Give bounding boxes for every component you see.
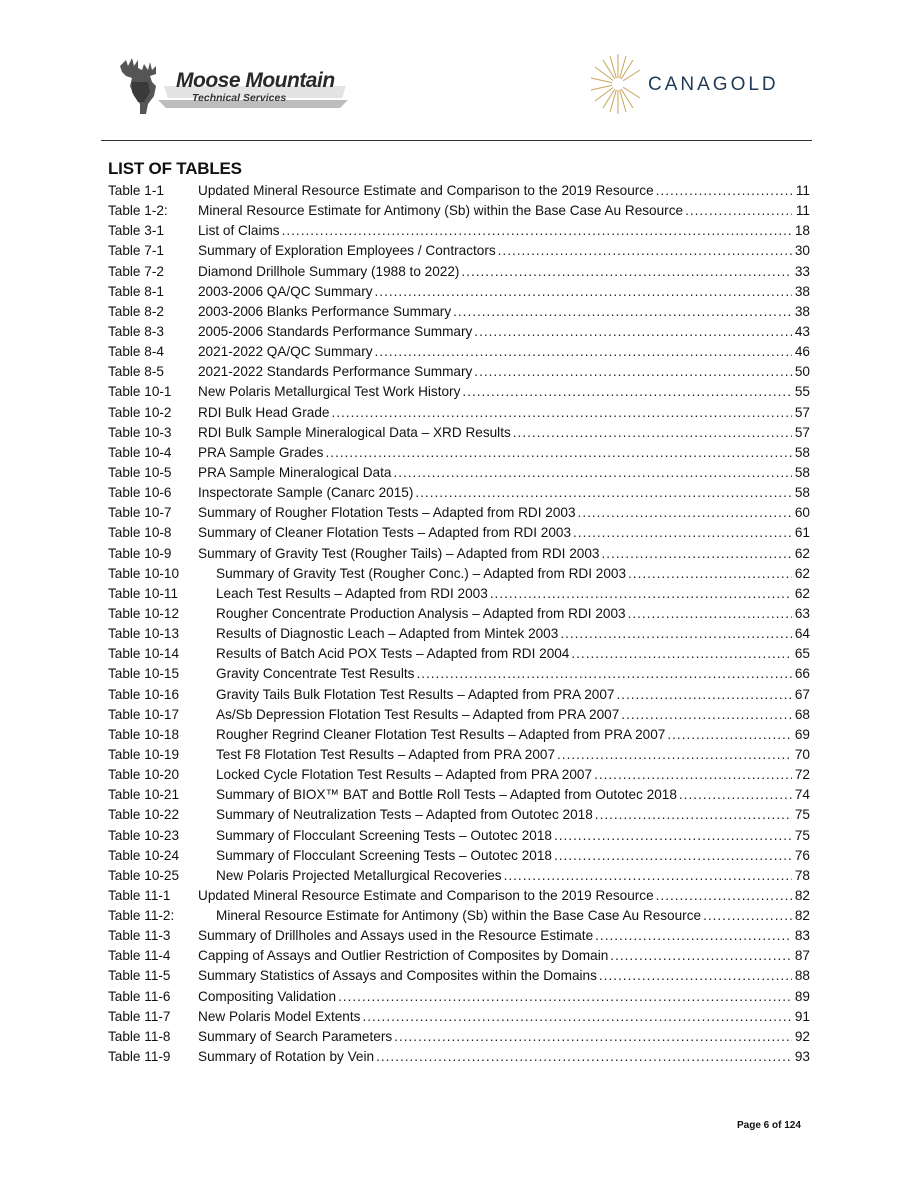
toc-entry-number: Table 1-1 bbox=[108, 183, 164, 198]
toc-entry[interactable] bbox=[108, 866, 810, 886]
dot-leader bbox=[462, 382, 792, 402]
toc-entry[interactable] bbox=[108, 1047, 810, 1067]
toc-entry-number: Table 10-10 bbox=[108, 565, 180, 581]
dot-leader bbox=[393, 463, 792, 483]
toc-entry-page: 69 bbox=[794, 726, 810, 742]
toc-entry-page: 87 bbox=[794, 948, 810, 964]
toc-entry-page: 82 bbox=[794, 887, 810, 903]
toc-entry-number: Table 1-2: bbox=[108, 203, 168, 219]
toc-entry-title: 2005-2006 Standards Performance Summary bbox=[198, 323, 473, 339]
toc-entry-page: 93 bbox=[794, 1049, 810, 1065]
toc-entry[interactable] bbox=[108, 705, 810, 725]
dot-leader bbox=[554, 846, 792, 866]
toc-entry-title: RDI Bulk Sample Mineralogical Data – XRD Results bbox=[198, 424, 511, 440]
dot-leader bbox=[628, 564, 792, 584]
dot-leader bbox=[679, 785, 792, 805]
dot-leader bbox=[628, 604, 792, 624]
toc-entry[interactable] bbox=[108, 181, 810, 201]
toc-entry-number: Table 10-5 bbox=[108, 464, 172, 480]
moose-mountain-name: Moose Mountain bbox=[176, 69, 335, 92]
toc-entry-number: Table 11-7 bbox=[108, 1008, 171, 1024]
toc-entry-number: Table 10-2 bbox=[108, 404, 172, 420]
toc-entry-number: Table 10-15 bbox=[108, 666, 180, 682]
toc-entry-number: Table 10-3 bbox=[108, 424, 172, 440]
toc-entry-number: Table 10-19 bbox=[108, 746, 180, 762]
toc-entry[interactable] bbox=[108, 403, 810, 423]
toc-entry[interactable] bbox=[108, 523, 810, 543]
toc-entry-number: Table 10-25 bbox=[108, 867, 180, 883]
toc-entry-title: New Polaris Metallurgical Test Work History bbox=[198, 384, 461, 400]
toc-entry-number: Table 11-1 bbox=[108, 887, 171, 903]
toc-entry-title: Updated Mineral Resource Estimate and Comparison to the 2019 Resource bbox=[198, 887, 654, 903]
toc-entry-page: 61 bbox=[794, 525, 810, 541]
canagold-logo bbox=[590, 52, 805, 116]
toc-entry-title: Summary of Flocculant Screening Tests – Outotec 2018 bbox=[216, 827, 552, 843]
toc-entry-page: 11 bbox=[795, 183, 810, 198]
toc-entry-title: 2003-2006 Blanks Performance Summary bbox=[198, 303, 452, 319]
toc-entry-title: Results of Batch Acid POX Tests – Adapted from RDI 2004 bbox=[216, 646, 570, 662]
toc-entry-page: 62 bbox=[794, 565, 810, 581]
toc-entry-title: Summary of Cleaner Flotation Tests – Adapted from RDI 2003 bbox=[198, 525, 572, 541]
dot-leader bbox=[554, 826, 792, 846]
toc-entry-title: PRA Sample Grades bbox=[198, 444, 324, 460]
toc-entry[interactable] bbox=[108, 544, 810, 564]
toc-entry-page: 62 bbox=[794, 545, 810, 561]
toc-entry-page: 57 bbox=[794, 404, 810, 420]
toc-entry[interactable] bbox=[108, 987, 810, 1007]
dot-leader bbox=[656, 886, 792, 906]
toc-entry-title: Summary of Neutralization Tests – Adapted from Outotec 2018 bbox=[216, 807, 593, 823]
toc-entry-number: Table 8-2 bbox=[108, 303, 164, 319]
dot-leader bbox=[667, 725, 792, 745]
toc-entry-title: Results of Diagnostic Leach – Adapted from Mintek 2003 bbox=[216, 626, 559, 642]
toc-entry-number: Table 10-4 bbox=[108, 444, 172, 460]
toc-entry-page: 75 bbox=[794, 807, 810, 823]
toc-entry-page: 82 bbox=[794, 908, 810, 924]
toc-entry-title: Summary of Flocculant Screening Tests – Outotec 2018 bbox=[216, 847, 552, 863]
toc-entry-page: 63 bbox=[794, 605, 810, 621]
toc-entry-title: Rougher Concentrate Production Analysis – Adapted from RDI 2003 bbox=[216, 605, 626, 621]
toc-entry-number: Table 10-21 bbox=[108, 787, 180, 803]
toc-entry-number: Table 10-18 bbox=[108, 726, 180, 742]
toc-entry[interactable] bbox=[108, 745, 810, 765]
toc-entry[interactable] bbox=[108, 725, 810, 745]
dot-leader bbox=[338, 987, 792, 1007]
toc-entry-number: Table 10-20 bbox=[108, 767, 180, 783]
toc-entry-number: Table 8-3 bbox=[108, 323, 164, 339]
toc-entry-title: As/Sb Depression Flotation Test Results – Adapted from PRA 2007 bbox=[216, 706, 620, 722]
toc-entry-number: Table 11-3 bbox=[108, 928, 171, 944]
toc-entry-page: 58 bbox=[794, 444, 810, 460]
toc-entry-number: Table 10-24 bbox=[108, 847, 180, 863]
dot-leader bbox=[415, 483, 792, 503]
dot-leader bbox=[616, 685, 792, 705]
dot-leader bbox=[601, 544, 792, 564]
dot-leader bbox=[490, 584, 792, 604]
moose-mountain-subtitle: Technical Services bbox=[192, 92, 287, 104]
toc-entry-title: 2021-2022 QA/QC Summary bbox=[198, 344, 373, 360]
toc-entry[interactable] bbox=[108, 423, 810, 443]
toc-entry-page: 89 bbox=[794, 988, 810, 1004]
toc-entry-number: Table 10-12 bbox=[108, 605, 180, 621]
toc-entry-page: 46 bbox=[794, 344, 810, 360]
toc-entry[interactable] bbox=[108, 483, 810, 503]
toc-entry-number: Table 10-22 bbox=[108, 807, 180, 823]
toc-entry[interactable] bbox=[108, 564, 810, 584]
dot-leader bbox=[394, 1027, 792, 1047]
toc-entry-number: Table 11-8 bbox=[108, 1028, 171, 1044]
toc-entry-number: Table 10-1 bbox=[108, 384, 172, 400]
toc-entry[interactable] bbox=[108, 846, 810, 866]
toc-entry[interactable] bbox=[108, 644, 810, 664]
toc-entry-number: Table 10-6 bbox=[108, 485, 172, 501]
toc-entry-title: New Polaris Model Extents bbox=[198, 1008, 361, 1024]
toc-entry-page: 64 bbox=[794, 626, 810, 642]
toc-entry[interactable] bbox=[108, 221, 810, 241]
toc-entry-title: Summary of Gravity Test (Rougher Tails) – Adapted from RDI 2003 bbox=[198, 545, 600, 561]
dot-leader bbox=[461, 262, 792, 282]
toc-entry-page: 83 bbox=[794, 928, 810, 944]
toc-entry-number: Table 10-23 bbox=[108, 827, 180, 843]
toc-entry-title: Summary of Search Parameters bbox=[198, 1028, 393, 1044]
toc-entry-page: 92 bbox=[794, 1028, 810, 1044]
toc-entry-number: Table 3-1 bbox=[108, 223, 164, 239]
toc-entry-page: 38 bbox=[794, 283, 810, 299]
toc-entry-number: Table 11-4 bbox=[108, 948, 171, 964]
toc-entry-title: Summary of Rotation by Vein bbox=[198, 1049, 375, 1065]
toc-entry[interactable] bbox=[108, 805, 810, 825]
toc-entry-page: 43 bbox=[794, 323, 810, 339]
toc-entry-title: List of Claims bbox=[198, 223, 280, 239]
toc-entry-page: 88 bbox=[794, 968, 810, 984]
toc-entry-page: 72 bbox=[794, 767, 810, 783]
toc-entry[interactable] bbox=[108, 1007, 810, 1027]
toc-entry[interactable] bbox=[108, 302, 810, 322]
toc-entry-title: Updated Mineral Resource Estimate and Comparison to the 2019 Resource bbox=[198, 183, 654, 198]
toc-entry[interactable] bbox=[108, 584, 810, 604]
dot-leader bbox=[513, 423, 792, 443]
toc-entry[interactable] bbox=[108, 886, 810, 906]
toc-entry[interactable] bbox=[108, 966, 810, 986]
dot-leader bbox=[703, 906, 792, 926]
dot-leader bbox=[557, 745, 792, 765]
toc-entry-page: 60 bbox=[794, 505, 810, 521]
toc-entry-number: Table 11-6 bbox=[108, 988, 171, 1004]
toc-entry-title: Mineral Resource Estimate for Antimony (Sb) within the Base Case Au Resource bbox=[216, 908, 702, 924]
toc-entry[interactable] bbox=[108, 946, 810, 966]
dot-leader bbox=[578, 503, 792, 523]
toc-entry-number: Table 7-1 bbox=[108, 243, 164, 259]
dot-leader bbox=[621, 705, 792, 725]
toc-entry-page: 62 bbox=[794, 585, 810, 601]
dot-leader bbox=[498, 241, 792, 261]
toc-entry-page: 55 bbox=[794, 384, 810, 400]
dot-leader bbox=[331, 403, 792, 423]
table-list bbox=[108, 181, 810, 1067]
toc-entry-title: 2021-2022 Standards Performance Summary bbox=[198, 364, 473, 380]
toc-entry-title: RDI Bulk Head Grade bbox=[198, 404, 330, 420]
toc-entry-page: 68 bbox=[794, 706, 810, 722]
toc-entry[interactable] bbox=[108, 826, 810, 846]
toc-entry[interactable] bbox=[108, 785, 810, 805]
dot-leader bbox=[573, 523, 792, 543]
dot-leader bbox=[595, 805, 792, 825]
toc-entry-number: Table 10-14 bbox=[108, 646, 180, 662]
toc-entry-page: 50 bbox=[794, 364, 810, 380]
toc-entry[interactable] bbox=[108, 926, 810, 946]
canagold-name: CANAGOLD bbox=[648, 74, 779, 95]
toc-entry-page: 75 bbox=[794, 827, 810, 843]
dot-leader bbox=[595, 926, 792, 946]
dot-leader bbox=[362, 1007, 792, 1027]
toc-entry-page: 38 bbox=[794, 303, 810, 319]
toc-entry-title: PRA Sample Mineralogical Data bbox=[198, 464, 392, 480]
toc-entry-number: Table 10-17 bbox=[108, 706, 180, 722]
toc-entry-number: Table 11-5 bbox=[108, 968, 171, 984]
toc-entry[interactable] bbox=[108, 463, 810, 483]
toc-entry-title: Mineral Resource Estimate for Antimony (Sb) within the Base Case Au Resource bbox=[198, 203, 684, 219]
toc-entry-title: Summary of Gravity Test (Rougher Conc.) – Adapted from RDI 2003 bbox=[216, 565, 627, 581]
toc-entry-title: Summary of Drillholes and Assays used in the Resource Estimate bbox=[198, 928, 594, 944]
dot-leader bbox=[594, 765, 792, 785]
toc-entry-title: 2003-2006 QA/QC Summary bbox=[198, 283, 373, 299]
toc-entry-page: 33 bbox=[794, 263, 810, 279]
toc-entry-page: 58 bbox=[794, 485, 810, 501]
toc-entry-title: Rougher Regrind Cleaner Flotation Test Results – Adapted from PRA 2007 bbox=[216, 726, 666, 742]
toc-entry-title: Test F8 Flotation Test Results – Adapted from PRA 2007 bbox=[216, 746, 556, 762]
toc-entry[interactable] bbox=[108, 342, 810, 362]
toc-entry[interactable] bbox=[108, 664, 810, 684]
dot-leader bbox=[375, 342, 792, 362]
dot-leader bbox=[325, 443, 792, 463]
toc-entry-page: 78 bbox=[794, 867, 810, 883]
toc-entry-number: Table 10-8 bbox=[108, 525, 172, 541]
toc-entry-title: Capping of Assays and Outlier Restriction of Composites by Domain bbox=[198, 948, 609, 964]
toc-entry-number: Table 10-11 bbox=[108, 585, 179, 601]
toc-entry[interactable] bbox=[108, 282, 810, 302]
toc-entry[interactable] bbox=[108, 443, 810, 463]
page-title: LIST OF TABLES bbox=[108, 159, 242, 178]
moose-mountain-logo bbox=[118, 56, 350, 116]
toc-entry[interactable] bbox=[108, 503, 810, 523]
toc-entry-title: Summary Statistics of Assays and Composites within the Domains bbox=[198, 968, 597, 984]
toc-entry-title: Gravity Tails Bulk Flotation Test Results – Adapted from PRA 2007 bbox=[216, 686, 615, 702]
dot-leader bbox=[375, 282, 792, 302]
dot-leader bbox=[560, 624, 792, 644]
toc-entry-page: 57 bbox=[794, 424, 810, 440]
toc-entry-title: Gravity Concentrate Test Results bbox=[216, 666, 415, 682]
toc-entry[interactable] bbox=[108, 362, 810, 382]
toc-entry-number: Table 10-16 bbox=[108, 686, 180, 702]
toc-entry-title: Locked Cycle Flotation Test Results – Adapted from PRA 2007 bbox=[216, 767, 593, 783]
toc-entry-page: 30 bbox=[794, 243, 810, 259]
toc-entry[interactable] bbox=[108, 241, 810, 261]
toc-entry-title: Diamond Drillhole Summary (1988 to 2022) bbox=[198, 263, 460, 279]
toc-entry-page: 67 bbox=[794, 686, 810, 702]
toc-entry-number: Table 8-1 bbox=[108, 283, 164, 299]
toc-entry[interactable] bbox=[108, 624, 810, 644]
dot-leader bbox=[282, 221, 792, 241]
toc-entry-page: 76 bbox=[794, 847, 810, 863]
toc-entry-number: Table 8-5 bbox=[108, 364, 164, 380]
toc-entry-title: Inspectorate Sample (Canarc 2015) bbox=[198, 485, 414, 501]
toc-entry-number: Table 10-9 bbox=[108, 545, 172, 561]
toc-entry-number: Table 11-2: bbox=[108, 908, 175, 924]
toc-entry-number: Table 7-2 bbox=[108, 263, 164, 279]
toc-entry[interactable] bbox=[108, 765, 810, 785]
toc-entry-page: 18 bbox=[794, 223, 810, 239]
toc-entry-number: Table 11-9 bbox=[108, 1049, 171, 1065]
dot-leader bbox=[656, 181, 792, 201]
toc-entry-title: Leach Test Results – Adapted from RDI 2003 bbox=[216, 585, 488, 601]
toc-entry-title: Summary of Exploration Employees / Contractors bbox=[198, 243, 496, 259]
dot-leader bbox=[571, 644, 792, 664]
toc-entry[interactable] bbox=[108, 604, 810, 624]
toc-entry-title: Compositing Validation bbox=[198, 988, 337, 1004]
toc-entry-page: 91 bbox=[794, 1008, 810, 1024]
page-header bbox=[108, 52, 813, 140]
toc-entry-page: 70 bbox=[794, 746, 810, 762]
toc-entry[interactable] bbox=[108, 382, 810, 402]
page-number: Page 6 of 124 bbox=[737, 1120, 801, 1131]
toc-entry-title: Summary of Rougher Flotation Tests – Adapted from RDI 2003 bbox=[198, 505, 576, 521]
dot-leader bbox=[610, 946, 792, 966]
dot-leader bbox=[599, 966, 792, 986]
toc-entry[interactable] bbox=[108, 322, 810, 342]
toc-entry-title: New Polaris Projected Metallurgical Recoveries bbox=[216, 867, 502, 883]
toc-entry-page: 58 bbox=[794, 464, 810, 480]
toc-entry-page: 11 bbox=[795, 203, 810, 219]
dot-leader bbox=[474, 362, 792, 382]
dot-leader bbox=[474, 322, 792, 342]
toc-entry[interactable] bbox=[108, 685, 810, 705]
header-divider bbox=[101, 140, 812, 141]
toc-entry[interactable] bbox=[108, 262, 810, 282]
sunburst-icon bbox=[590, 52, 650, 116]
toc-entry[interactable] bbox=[108, 1027, 810, 1047]
toc-entry-page: 66 bbox=[794, 666, 810, 682]
toc-entry[interactable] bbox=[108, 201, 810, 221]
toc-entry-number: Table 8-4 bbox=[108, 344, 164, 360]
toc-entry-page: 74 bbox=[794, 787, 810, 803]
dot-leader bbox=[376, 1047, 792, 1067]
toc-entry-title: Summary of BIOX™ BAT and Bottle Roll Tests – Adapted from Outotec 2018 bbox=[216, 787, 677, 803]
toc-entry-number: Table 10-13 bbox=[108, 626, 180, 642]
toc-entry-number: Table 10-7 bbox=[108, 505, 172, 521]
dot-leader bbox=[685, 201, 792, 221]
dot-leader bbox=[504, 866, 792, 886]
dot-leader bbox=[453, 302, 792, 322]
toc-entry[interactable] bbox=[108, 906, 810, 926]
toc-entry-page: 65 bbox=[794, 646, 810, 662]
dot-leader bbox=[416, 664, 792, 684]
